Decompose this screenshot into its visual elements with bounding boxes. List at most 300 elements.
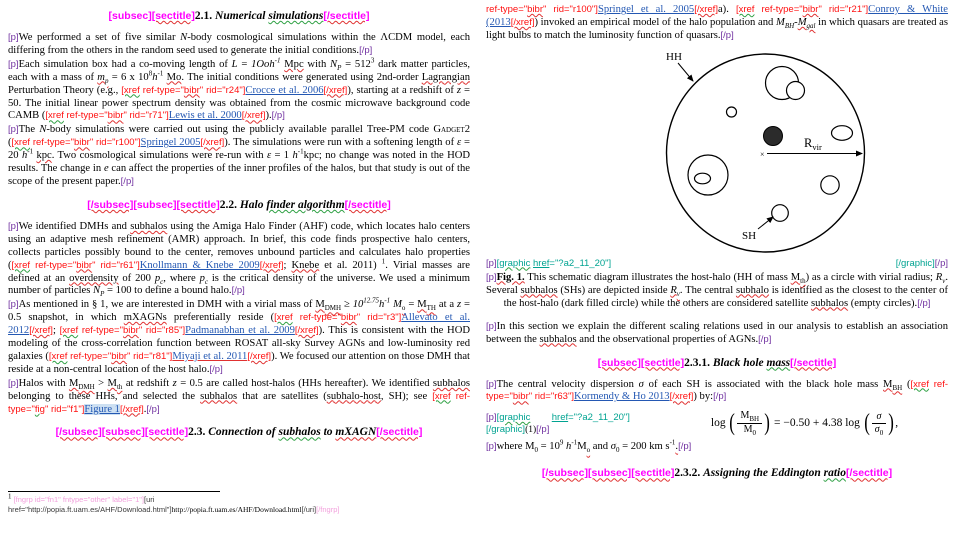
text-run: (1) (525, 424, 537, 435)
text-run: belonging to these HHs, and selected the (8, 390, 201, 402)
text-run: 9 (559, 438, 564, 447)
markup-tag: [/xref] (29, 325, 53, 337)
graphic-open-tag (486, 412, 661, 424)
text-run: to (320, 426, 336, 439)
rvir-label: $R_{vir}$ (804, 135, 822, 152)
paragraph (486, 379, 948, 405)
text-run: of 200 (118, 272, 155, 284)
text-run: gal (806, 22, 816, 31)
left-column (8, 0, 471, 514)
figure-schematic (486, 47, 948, 258)
markup-tag: [xref (45, 110, 64, 122)
satellite-subhalo-inner (695, 173, 711, 184)
text-run: 2.3. (188, 426, 209, 439)
text-run: This schematic diagram illustrates the host-halo (HH of mass (524, 271, 791, 283)
markup-tag: ref-type=" (486, 4, 528, 15)
markup-tag: bibr (107, 110, 124, 122)
text-run: ) by: (693, 391, 714, 403)
text-run: = 200 km s (619, 441, 670, 453)
markup-tag: [/p] (146, 403, 160, 415)
markup-tag: [/xref] (241, 110, 266, 122)
markup-tag: ref-type=" (754, 4, 803, 15)
citation-link[interactable]: Crocce et al. 2006 (245, 84, 324, 96)
text-run: σ (638, 378, 644, 390)
text-run: Gadget (433, 124, 465, 136)
markup-tag: ref-type=" (139, 84, 184, 96)
text-run: using the Amiga Halo Finder (AHF) code, which locates halo centers using an adaptive mesh refinement (AMR) approach. In brief, this code finds prospective halo centers, collects particles possibly bound to the center, removes unbound particles and calculates halo properties ( (8, 220, 470, 271)
graphic-close-tag (896, 258, 948, 270)
text-run: c (160, 277, 164, 286)
markup-tag: [sectitle] (151, 10, 195, 22)
markup-tag: [/p] (917, 297, 931, 309)
text-run: 1Ooh (251, 58, 275, 70)
markup-tag: " rid="r24"] (199, 84, 246, 96)
text-run: th (800, 276, 806, 285)
text-run: subhalos (200, 390, 238, 402)
text-run: p (104, 76, 109, 85)
markup-tag: bibr (802, 4, 819, 15)
markup-tag: [subsec] (108, 10, 152, 22)
paragraph (486, 438, 948, 455)
equation-graphic-tags (486, 412, 661, 436)
citation-link[interactable]: Padmanabhan et al. 2009 (185, 325, 295, 337)
markup-tag: " rid="r21"] (818, 4, 869, 15)
text-run: mXAGN (335, 426, 377, 439)
text-run: subhalos (432, 377, 470, 389)
satellite-subhalo (772, 204, 789, 221)
markup-tag: [xref (11, 259, 31, 271)
markup-tag: [p] (486, 411, 497, 423)
markup-tag: " rid="r100"] (542, 4, 598, 15)
section-heading-2-2 (8, 198, 470, 213)
text-run: ). This is consistent with the HOD modeling of the cross-correlation function between ROSAT all-sky Survey AGNs and low-luminosity red galaxies ( (8, 325, 471, 362)
host-halo-diagram (486, 47, 948, 253)
markup-tag: ref-type=" (67, 350, 112, 362)
text-run: P (100, 290, 105, 299)
text-run: (SHs) are depicted inside (557, 284, 671, 296)
markup-tag: [p] (486, 271, 497, 283)
markup-tag: " rid="r85"] (138, 325, 186, 337)
text-run: ), starting at a redshift of (347, 84, 457, 96)
text-run: DMH (78, 382, 95, 391)
text-run: N (180, 32, 188, 43)
markup-tag: bibr (73, 137, 90, 149)
section-heading-2-3-1 (486, 356, 948, 371)
text-run: Lagrangian (421, 71, 470, 83)
text-run: -1 (669, 438, 676, 447)
markup-tag: [/xref] (669, 391, 694, 403)
text-run: subhalo (735, 284, 769, 296)
text-run: at a (435, 299, 458, 311)
markup-tag: [p] (8, 124, 19, 136)
text-run: 2.1. (194, 10, 216, 22)
text-run: -1 (27, 147, 34, 156)
text-run: . Two cosmological simulations were re-run with (51, 150, 267, 162)
paragraph (8, 221, 470, 298)
markup-tag: [/xref] (200, 137, 225, 149)
satellite-subhalo (787, 81, 805, 99)
citation-link[interactable]: Springel et al. 2005 (597, 4, 695, 15)
citation-link[interactable]: Miyaji et al. 2011 (172, 350, 248, 362)
text-run: BH (784, 22, 795, 31)
markup-tag: [sectitle] (631, 467, 675, 480)
text-run: TH (426, 304, 436, 313)
text-run: Fig. 1. (496, 271, 525, 283)
text-run: > (94, 377, 108, 389)
text-run: M (107, 377, 117, 389)
text-run: h (566, 441, 572, 453)
markup-tag: [subsec] (133, 198, 177, 211)
text-run: ). We focused our attention on those DMH that reside at a non-central location of the host halo. (8, 350, 470, 375)
markup-tag: [/p] (934, 257, 948, 269)
markup-tag: [sectitle] (640, 356, 685, 369)
text-run: = 50. The initial linear power spectrum density was obtained from the cosmic microwave background code CAMB ( (8, 84, 471, 122)
footnote (8, 491, 453, 514)
text-run: , SH); see (380, 390, 433, 402)
markup-tag: [sectitle] (176, 198, 220, 211)
markup-tag: ref-type=" (8, 390, 470, 415)
markup-tag: [/p] (536, 423, 550, 435)
text-run: = 20 (8, 137, 470, 162)
fraction-sigma: $\frac{\sigma}{\sigma_0}$ (872, 411, 886, 437)
text-run: M (775, 16, 785, 28)
text-run: preferentially reside ( (166, 312, 275, 324)
paragraph (8, 378, 470, 417)
text-run: = 0.5 snapshot, in which (8, 299, 471, 324)
text-run: finder algorithm (266, 198, 345, 211)
markup-tag: ref-type=" (30, 259, 77, 271)
paragraph (8, 56, 471, 124)
footnote-rule (8, 491, 220, 492)
text-run: and the observational properties of AGNs. (576, 333, 759, 345)
markup-tag: [/graphic] (486, 423, 526, 435)
section-heading-2-1 (8, 9, 470, 24)
text-run: We identified DMHs and (18, 220, 131, 232)
text-run: -body cosmological simulations within the ΛCDM model, each differing from the others in the random seed used to generate the initial conditions. (8, 32, 470, 56)
satellite-subhalo (832, 125, 853, 140)
text-run: is the critical density of the universe. We used a minimum number of particles (8, 272, 470, 297)
text-run: -body simulations were carried out using the publicly available parallel Tree-PM code (46, 124, 434, 136)
markup-tag: bibr (340, 312, 357, 324)
markup-tag: ="?a2_11_20"] (549, 257, 612, 269)
markup-tag: [/xref] (247, 350, 272, 362)
text-run: simulations (268, 10, 324, 22)
text-run: M (315, 299, 325, 311)
text-run: a). (717, 4, 736, 15)
markup-tag: [/xref] (259, 259, 284, 271)
text-run: As mentioned in § 1, we are interested in DMH with a virial mass of (18, 299, 316, 311)
text-run: kpc; no change was noted in the HOD results. The change in (8, 150, 471, 175)
markup-tag: [/p] (120, 175, 134, 187)
text-run: ε (266, 150, 272, 162)
hh-label: HH (666, 50, 682, 63)
text-run: N (93, 285, 101, 297)
markup-tag: bibr (527, 4, 543, 15)
text-run: subhalos (130, 220, 168, 232)
markup-tag: fig (34, 403, 45, 415)
satellite-subhalo (727, 107, 737, 117)
markup-tag: [xref (11, 137, 31, 149)
text-run: ( (902, 378, 911, 390)
markup-tag: bibr (512, 391, 529, 403)
central-subhalo (764, 126, 783, 145)
graphic-close-tag (486, 424, 661, 436)
eq-trail: , (895, 417, 899, 430)
text-run: 2 ( (8, 124, 470, 149)
text-run: 3 (370, 56, 375, 65)
text-run: in which quasars are treated as light bulbs to match the luminosity function of quasars. (486, 16, 948, 41)
text-run: M (68, 377, 79, 389)
text-run: ). The simulations were run with a softening length of (224, 137, 457, 149)
markup-tag: [/xref] (323, 84, 348, 96)
markup-tag: [subsec] (597, 356, 641, 369)
markup-tag: [/sectitle] (344, 198, 391, 211)
footnote-text (8, 492, 453, 514)
text-run: 8 (148, 69, 153, 78)
text-run: is identified as the closest to the center of the host-halo (dark filled circle) while the others are considered satellite (503, 284, 948, 309)
text-run: h (21, 150, 28, 162)
text-run: L (231, 58, 238, 70)
text-run: 10 (352, 299, 364, 311)
text-run: ε (456, 137, 462, 149)
markup-tag: [/subsec] (87, 198, 134, 211)
markup-tag: [/p] (359, 44, 373, 56)
center-marker: × (760, 149, 765, 159)
section-heading-2-3 (8, 425, 470, 440)
paragraph (8, 32, 470, 58)
text-run: = (237, 58, 252, 70)
markup-tag: " rid="f1"] (44, 403, 85, 415)
text-run: 2.3.1. (684, 356, 713, 369)
text-run: dark matter particles, each with a mass of (8, 58, 471, 83)
text-run: at redshift (122, 377, 173, 389)
markup-tag: bibr (122, 325, 139, 337)
text-run: o (401, 304, 406, 313)
text-run: e (103, 163, 109, 175)
markup-tag: " rid="r3"] (356, 312, 402, 324)
text-run: kpc (36, 150, 52, 162)
markup-tag: [xref (274, 312, 293, 324)
text-run: P (337, 63, 342, 72)
text-run: et al. 2011) (319, 259, 382, 271)
citation-link[interactable]: Allevato et al. 2012 (8, 312, 470, 337)
text-run: subhalos (278, 426, 321, 439)
text-run: . (675, 441, 679, 453)
text-run: . (143, 403, 147, 415)
text-run: m (97, 71, 105, 83)
markup-tag: [/p] (678, 441, 692, 453)
markup-tag: [/xref] (294, 325, 319, 337)
text-run: th (116, 382, 123, 391)
text-run: o (586, 446, 591, 455)
eq-log: log (710, 417, 726, 430)
text-run: = 512 (341, 58, 371, 70)
text-run: -1 (157, 69, 164, 78)
markup-tag: [xref (121, 84, 140, 96)
text-run: z (457, 299, 462, 311)
text-run: = 100 to define a bound halo. (104, 285, 232, 297)
markup-tag: [/xref] (119, 403, 144, 415)
markup-tag: [/graphic] (895, 257, 935, 269)
citation-link[interactable]: Lewis et al. 2000 (168, 110, 242, 122)
markup-tag: [xref (432, 390, 451, 402)
text-run: M (417, 299, 427, 311)
text-run: that are satellites ( (237, 390, 327, 402)
markup-tag: [graphic (496, 411, 531, 423)
text-run: N (39, 124, 47, 136)
markup-tag: ref-type=" (30, 137, 74, 149)
markup-tag: [/uri] (301, 504, 317, 514)
citation-link[interactable]: Figure 1 (84, 403, 120, 415)
text-run: (empty circles). (848, 297, 918, 309)
markup-tag: bibr (183, 84, 200, 96)
text-run: 12.75 (363, 296, 380, 305)
text-run: Black hole (712, 356, 767, 369)
text-run: subhalo-host (326, 390, 381, 402)
markup-tag: [xref (910, 378, 929, 390)
text-run: v (942, 276, 946, 285)
eq-mid: = −0.50 + 4.38 log (774, 417, 860, 430)
text-run: z (456, 84, 462, 96)
markup-tag: " rid="r61"] (92, 259, 140, 271)
markup-tag: [/subsec] (55, 426, 102, 439)
text-run: We performed a set of five similar (18, 32, 181, 43)
text-run: 2.3.2. (674, 467, 704, 480)
markup-tag: " rid="r63"] (528, 391, 574, 403)
text-run: with (303, 58, 331, 70)
markup-tag: bibr (76, 259, 93, 271)
citation-link[interactable]: Springel 2005 (140, 137, 201, 149)
text-run: p (154, 272, 161, 284)
markup-tag: href (551, 411, 569, 423)
text-run: Perturbation Theory (e.g., (8, 84, 122, 96)
text-run: ≥ (341, 299, 353, 311)
markup-tag: [/p] (271, 110, 285, 122)
markup-tag: [/p] (231, 285, 245, 297)
right-column (486, 0, 948, 489)
markup-tag: [p] (8, 32, 19, 43)
citation-link[interactable]: Conroy & White (2013 (486, 4, 949, 28)
text-run: Each simulation box had a co-moving length of (18, 58, 232, 70)
text-run: 2.2. (219, 198, 240, 211)
text-run: = 1 (271, 150, 293, 162)
citation-link[interactable]: Kormendy & Ho 2013 (573, 391, 670, 403)
markup-tag: [p] (8, 299, 19, 311)
markup-tag: [uri href="http://popia.ft.uam.es/AHF/Download.html"] (8, 495, 172, 514)
hh-arrow (678, 63, 693, 81)
markup-tag: [/sectitle] (790, 356, 837, 369)
text-run: 0 (615, 446, 620, 455)
text-run: Halo (239, 198, 267, 211)
text-run: ). (265, 110, 272, 122)
text-run: The (18, 124, 40, 136)
text-run: Mpc (284, 58, 304, 70)
text-run: , where (163, 272, 200, 284)
text-run: = 0.5 are called host-halos (HHs hereafter). We identified (176, 377, 433, 389)
text-run: Connection of (208, 426, 279, 439)
text-run: = (405, 299, 418, 311)
section-heading-2-3-2 (486, 466, 948, 481)
sh-arrow (758, 217, 773, 229)
text-run: can affect the properties of the inner profiles of the halos, but that study is out of the scope of the present paper. (8, 163, 470, 187)
text-run: subhalos (520, 284, 558, 296)
text-run: Assigning the Eddington (703, 467, 824, 480)
text-run: -1 (571, 438, 578, 447)
markup-tag: ref-type=" (78, 325, 123, 337)
markup-tag: [/sectitle] (376, 426, 423, 439)
graphic-tag-line (486, 258, 948, 270)
markup-tag: [/p] (713, 391, 727, 403)
text-run: M (393, 299, 402, 311)
text-run: . The initial conditions were generated using 2nd-order (181, 71, 422, 83)
paragraph (486, 321, 948, 347)
fraction-mbh: $\frac{M_{BH}}{M_0}$ (737, 410, 762, 437)
text-run: In this section we explain the different scaling relations used in our analysis to establish an association between the (486, 320, 948, 345)
markup-tag: [graphic (496, 257, 531, 269)
equation-block (486, 410, 948, 437)
text-run: M (790, 271, 801, 283)
text-run: N (330, 58, 338, 70)
text-run: subhalos (810, 297, 849, 309)
markup-tag: [p] (486, 378, 497, 390)
paragraph (486, 4, 948, 43)
text-run: 0 (534, 446, 539, 455)
text-run: p (199, 272, 205, 284)
text-run: 1 (8, 492, 12, 501)
markup-tag: [fngrp id="fn1" fntype="other" label="1"] (11, 495, 145, 504)
markup-tag: ref-type=" (63, 110, 108, 122)
markup-tag: [xref (735, 4, 755, 15)
text-run: . The central (679, 284, 736, 296)
text-run: The central velocity dispersion (496, 378, 639, 390)
text-run: -1 (297, 147, 304, 156)
markup-tag: [sectitle] (144, 426, 189, 439)
markup-tag: href (533, 257, 550, 269)
markup-tag: [/xref] (510, 16, 535, 28)
text-run: h (292, 150, 298, 162)
markup-tag: [/p] (209, 363, 223, 375)
text-run: ratio (823, 467, 846, 480)
text-run: v (676, 289, 680, 298)
text-run: ) as a circle with virial radius; (805, 271, 936, 283)
text-run: - (794, 16, 798, 28)
markup-tag: [xref (59, 325, 79, 337)
text-run: mass (766, 356, 791, 369)
markup-tag: ref-type=" (292, 312, 341, 324)
paragraph (8, 124, 470, 189)
paragraph (8, 296, 471, 376)
text-run: 1 (381, 257, 386, 266)
markup-tag: [/p] (758, 333, 772, 345)
satellite-subhalo (821, 176, 839, 194)
markup-tag: bibr (111, 350, 128, 362)
text-run: M (883, 378, 893, 390)
text-run: DMH (324, 304, 342, 313)
markup-tag: [p] (486, 257, 497, 269)
citation-link[interactable]: Knollmann & Knebe 2009 (139, 259, 260, 271)
markup-tag: [/sectitle] (845, 467, 893, 480)
markup-tag: " rid="r71"] (123, 110, 169, 122)
text-run: c (204, 277, 208, 286)
sh-label: SH (742, 229, 757, 242)
markup-tag: [xref (48, 350, 68, 362)
graphic-open-tag (486, 258, 611, 270)
markup-tag: [/subsec] (541, 467, 588, 480)
markup-tag: " rid="r81"] (127, 350, 173, 362)
markup-tag: [p] (486, 441, 497, 453)
markup-tag: [p] (8, 58, 19, 70)
text-run: subhalos (539, 333, 577, 345)
